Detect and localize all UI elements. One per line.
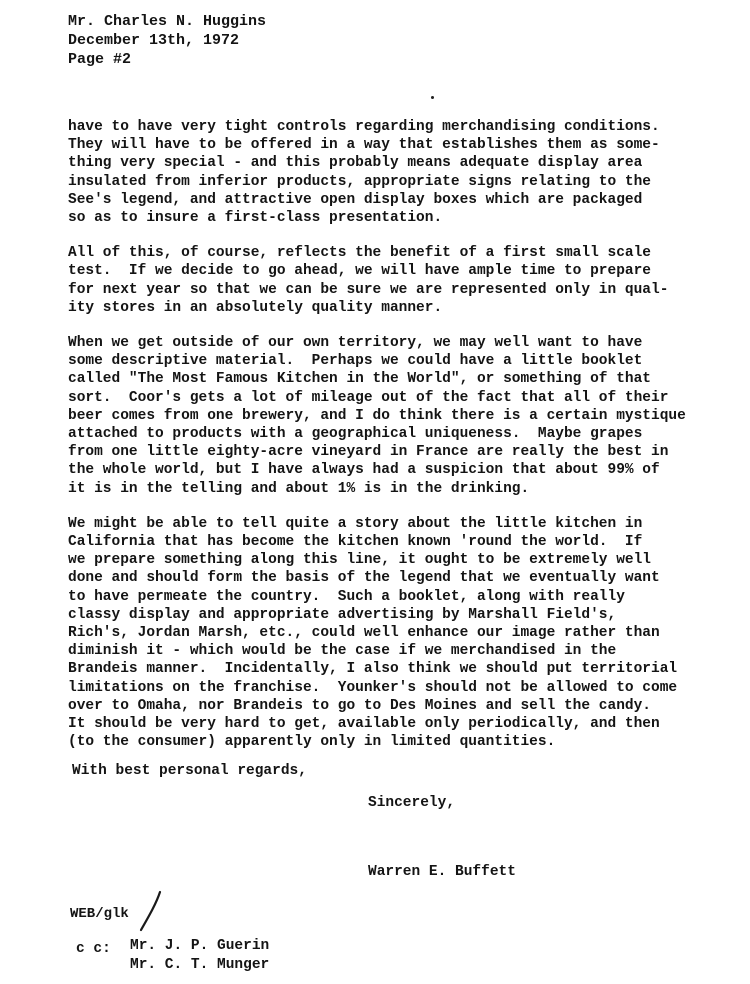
- text-line: When we get outside of our own territory, we may well want to have: [68, 335, 643, 352]
- recipient-name: Mr. Charles N. Huggins: [68, 13, 267, 30]
- text-line: insulated from inferior products, appropriate signs relating to the: [68, 173, 651, 190]
- cc-list: [130, 937, 269, 975]
- paragraph: [68, 334, 744, 498]
- text-line: some descriptive material. Perhaps we could have a little booklet: [68, 353, 643, 370]
- paragraph: [68, 244, 744, 317]
- text-line: They will have to be offered in a way that establishes them as some-: [68, 137, 660, 154]
- text-line: All of this, of course, reflects the benefit of a first small scale: [68, 245, 651, 262]
- text-line: Rich's, Jordan Marsh, etc., could well enhance our image rather than: [68, 625, 660, 642]
- text-line: We might be able to tell quite a story about the little kitchen in: [68, 515, 643, 532]
- text-line: from one little eighty-acre vineyard in France are really the best in: [68, 444, 669, 461]
- typist-initials: WEB/glk: [70, 906, 129, 922]
- text-line: called "The Most Famous Kitchen in the World", or something of that: [68, 371, 651, 388]
- slash-mark-icon: [138, 890, 164, 932]
- paragraph: [68, 515, 744, 752]
- text-line: attached to products with a geographical uniqueness. Maybe grapes: [68, 426, 643, 443]
- text-line: (to the consumer) apparently only in limited quantities.: [68, 734, 556, 751]
- letter-header: [68, 12, 266, 69]
- sign-off: Sincerely,: [368, 795, 456, 811]
- text-line: we prepare something along this line, it ought to be extremely well: [68, 552, 651, 569]
- text-line: so as to insure a first-class presentation.: [68, 210, 443, 227]
- paragraph: [68, 118, 744, 227]
- text-line: See's legend, and attractive open display boxes which are packaged: [68, 191, 643, 208]
- text-line: sort. Coor's gets a lot of mileage out of the fact that all of their: [68, 389, 669, 406]
- text-line: diminish it - which would be the case if we merchandised in the: [68, 643, 617, 660]
- text-line: done and should form the basis of the legend that we eventually want: [68, 570, 660, 587]
- closing-line: With best personal regards,: [72, 763, 307, 779]
- text-line: have to have very tight controls regarding merchandising conditions.: [68, 119, 660, 135]
- text-line: limitations on the franchise. Younker's should not be allowed to come: [68, 679, 678, 696]
- text-line: for next year so that we can be sure we are represented only in qual-: [68, 281, 669, 298]
- text-line: the whole world, but I have always had a suspicion that about 99% of: [68, 462, 660, 479]
- text-line: it is in the telling and about 1% is in the drinking.: [68, 480, 530, 497]
- text-line: It should be very hard to get, available only periodically, and then: [68, 716, 660, 733]
- signer-name: Warren E. Buffett: [368, 864, 516, 880]
- text-line: test. If we decide to go ahead, we will have ample time to prepare: [68, 263, 651, 280]
- text-line: classy display and appropriate advertising by Marshall Field's,: [68, 606, 617, 623]
- text-line: to have permeate the country. Such a booklet, along with really: [68, 588, 625, 605]
- cc-recipient: Mr. J. P. Guerin: [130, 938, 270, 954]
- letter-date: December 13th, 1972: [68, 32, 240, 49]
- text-line: beer comes from one brewery, and I do think there is a certain mystique: [68, 407, 686, 424]
- cc-label: c c:: [76, 941, 111, 957]
- ink-speck: [431, 96, 434, 99]
- text-line: California that has become the kitchen known 'round the world. If: [68, 534, 643, 551]
- text-line: over to Omaha, nor Brandeis to go to Des Moines and sell the candy.: [68, 697, 651, 714]
- page-number: Page #2: [68, 51, 132, 68]
- cc-recipient: Mr. C. T. Munger: [130, 957, 270, 973]
- letter-body: [68, 118, 744, 769]
- text-line: Brandeis manner. Incidentally, I also think we should put territorial: [68, 661, 678, 678]
- text-line: ity stores in an absolutely quality manner.: [68, 299, 443, 316]
- text-line: thing very special - and this probably means adequate display area: [68, 155, 643, 172]
